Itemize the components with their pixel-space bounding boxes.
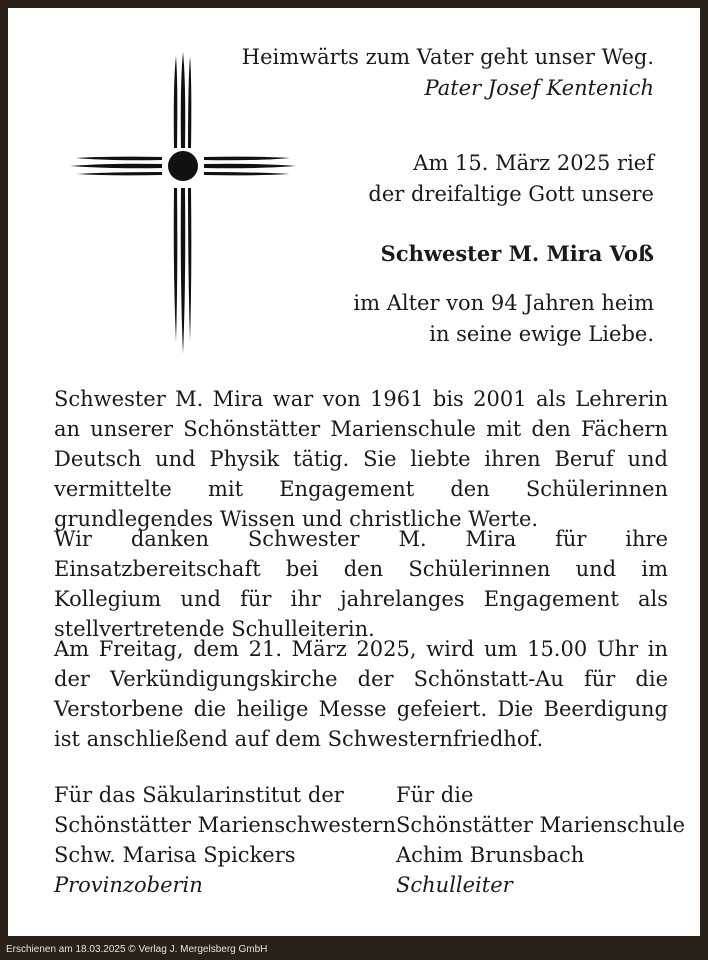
signature-institute [54, 780, 396, 900]
signature-name: Achim Brunsbach [396, 843, 585, 867]
signature-name: Schw. Marisa Spickers [54, 843, 296, 867]
signature-line-1: Für die [396, 783, 474, 807]
signature-line-2: Schönstätter Marienschwestern [54, 813, 396, 837]
publication-footer: Erschienen am 18.03.2025 © Verlag J. Mergelsberg GmbH [6, 944, 268, 955]
deceased-name: Schwester M. Mira Voß [380, 241, 654, 266]
paragraph-career: Schwester M. Mira war von 1961 bis 2001 als Lehrerin an unserer Schönstätter Marienschule mit den Fächern Deutsch und Physik tätig. Sie liebte ihren Beruf und vermittelte mit Engagement den Schülerinnen grundlegendes Wissen und christliche Werte. [54, 387, 668, 531]
intro-line-2: der dreifaltige Gott unsere [368, 182, 654, 206]
signature-school [396, 780, 685, 900]
paragraph-thanks: Wir danken Schwester M. Mira für ihre Einsatzbereitschaft bei den Schülerinnen und im Kollegium und für ihr jahrelanges Engagement als stellvertretende Schulleiterin. [54, 527, 668, 641]
obituary-card [8, 8, 700, 936]
quote-author: Pater Josef Kentenich [424, 76, 654, 100]
signature-line-2: Schönstätter Marienschule [396, 813, 686, 837]
signature-title: Schulleiter [396, 873, 513, 897]
quote-block [242, 42, 654, 104]
paragraph-service: Am Freitag, dem 21. März 2025, wird um 15.00 Uhr in der Verkündigungskirche der Schönstatt-Au für die Verstorbene die heilige Messe gefeiert. Die Beerdigung ist anschließend auf dem Schwesternfriedhof. [54, 637, 668, 751]
intro-block [368, 148, 654, 210]
age-block [353, 288, 654, 350]
quote-text: Heimwärts zum Vater geht unser Weg. [241, 45, 654, 69]
signature-line-1: Für das Säkularinstitut der [54, 783, 344, 807]
signature-title: Provinzoberin [54, 873, 203, 897]
age-line-1: im Alter von 94 Jahren heim [353, 291, 654, 315]
age-line-2: in seine ewige Liebe. [429, 322, 654, 346]
intro-line-1: Am 15. März 2025 rief [413, 151, 654, 175]
